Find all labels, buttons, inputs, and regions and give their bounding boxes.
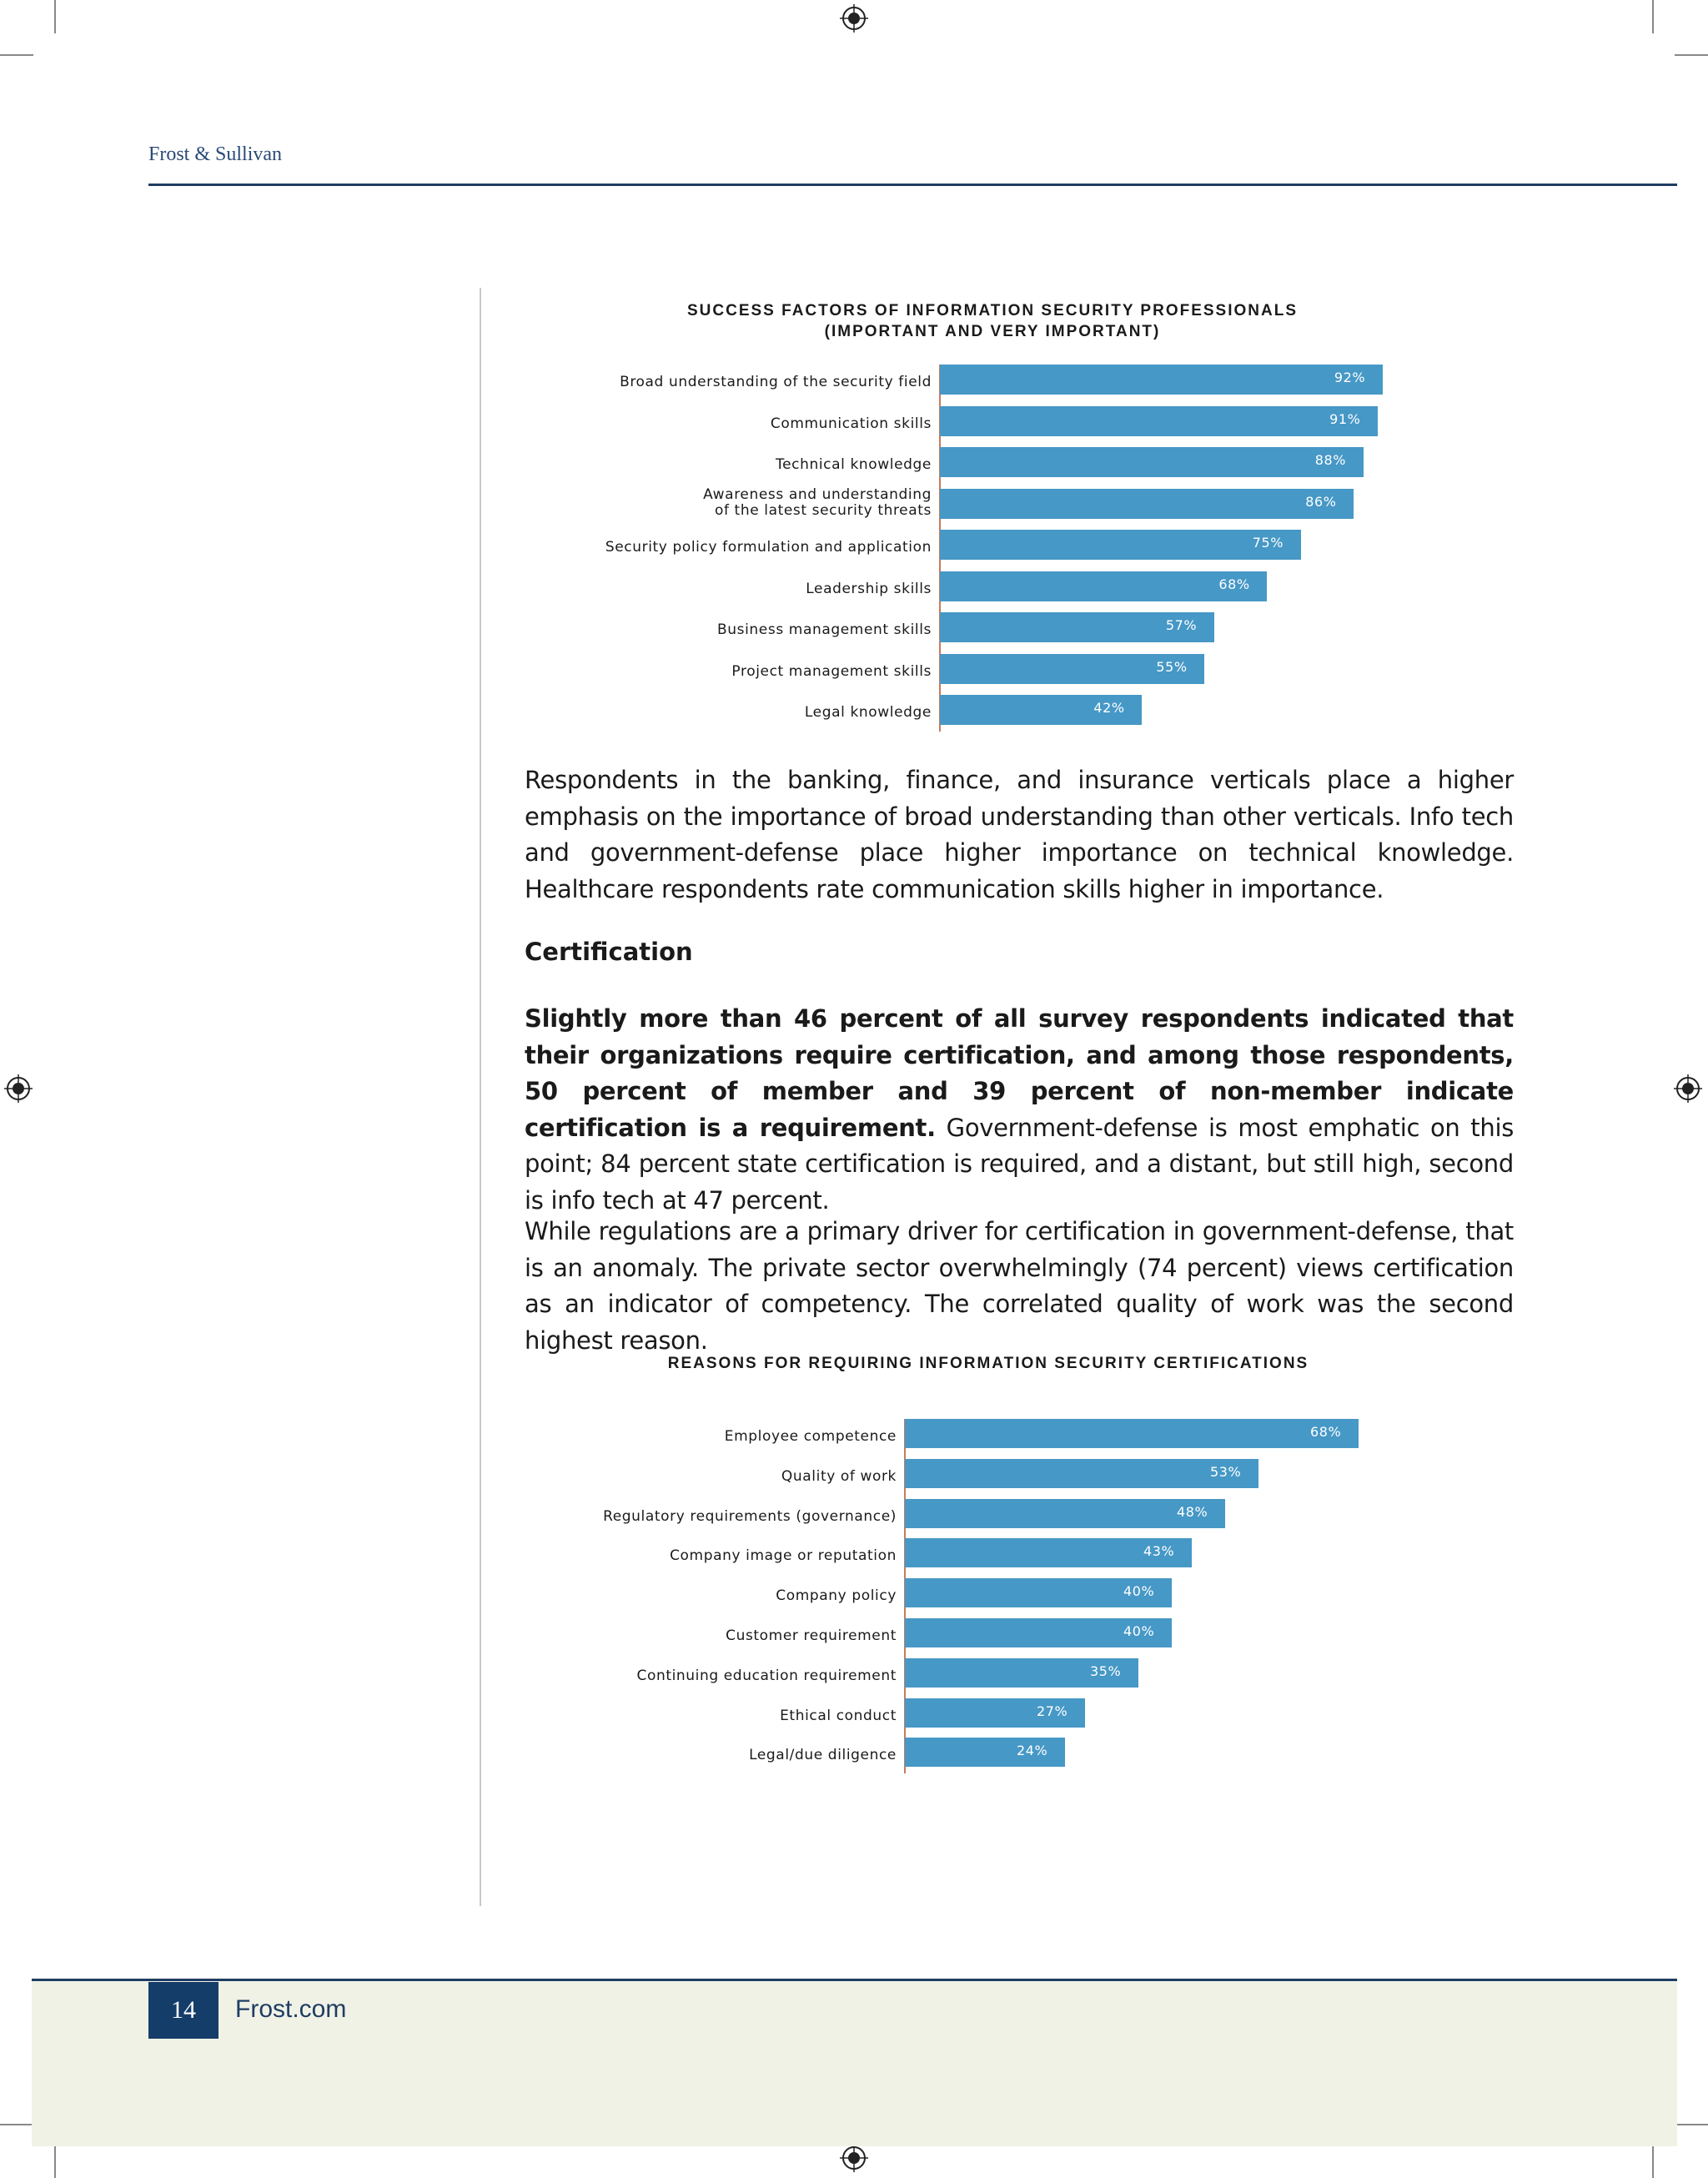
chart-title-line: SUCCESS FACTORS OF INFORMATION SECURITY PROFESSIONALS (687, 302, 1298, 319)
page-number: 14 (148, 1982, 219, 2039)
category-label: Project management skills (731, 662, 932, 680)
emphasis-text: Slightly more than 46 percent of all survey respondents indicated that their organizations require certification, and among those respondents, 50 percent of member and 39 percent of non-member indicate certification is a requirement. (525, 1004, 1514, 1142)
section-heading: Certification (525, 938, 693, 966)
column-divider (480, 288, 481, 1906)
registration-mark-icon (4, 1074, 33, 1103)
bar (940, 406, 1378, 436)
data-label: 42% (1093, 700, 1125, 716)
data-label: 48% (1177, 1503, 1208, 1520)
data-label: 88% (1314, 452, 1347, 468)
footer-site-link[interactable]: Frost.com (235, 1995, 347, 2023)
body-paragraph: Respondents in the banking, finance, and insurance verticals place a higher emphasis on the importance of broad understanding than other verticals. Info tech and government-defense place higher importance on technical knowledge. Healthcare respondents rate communication skills higher in importance. (525, 766, 1514, 903)
category-label: Security policy formulation and application (605, 539, 932, 556)
bar (905, 1419, 1359, 1448)
bar (940, 530, 1301, 560)
paragraph-text: Government-defense is most emphatic on this point; 84 percent state certification is required, and a distant, but still high, second is info tech at 47 percent. (525, 1113, 1515, 1215)
data-label: 35% (1090, 1662, 1122, 1679)
category-label-line: of the latest security threats (714, 501, 932, 519)
chart-title (571, 1353, 1405, 1374)
data-label: 68% (1218, 576, 1250, 592)
category-label: Company policy (776, 1587, 897, 1605)
data-label: 53% (1210, 1463, 1242, 1480)
crop-mark (1675, 2124, 1708, 2125)
data-label: 92% (1334, 370, 1366, 385)
chart-subtitle: (IMPORTANT AND VERY IMPORTANT) (824, 323, 1161, 340)
data-label: 24% (1017, 1743, 1048, 1759)
chart-title-line: REASONS FOR REQUIRING INFORMATION SECURITY CERTIFICATIONS (667, 1355, 1309, 1372)
crop-mark (1652, 2145, 1654, 2178)
category-label: Technical knowledge (775, 456, 932, 473)
data-label: 86% (1305, 493, 1337, 510)
category-label: Broad understanding of the security field (620, 374, 932, 390)
category-label: Regulatory requirements (governance) (603, 1507, 897, 1525)
registration-mark-icon (1674, 1074, 1702, 1103)
crop-mark (0, 54, 33, 56)
bar (940, 365, 1383, 395)
category-label: Employee competence (724, 1428, 897, 1445)
category-label: Customer requirement (726, 1627, 897, 1644)
category-label: Communication skills (770, 415, 932, 432)
category-label-line: Awareness and understanding (703, 485, 932, 503)
category-label (703, 487, 932, 519)
data-label: 40% (1123, 1623, 1155, 1639)
category-label: Leadership skills (806, 580, 932, 597)
chart-title (575, 300, 1409, 342)
data-label: 91% (1329, 410, 1361, 427)
category-label: Legal knowledge (804, 704, 932, 721)
category-label: Company image or reputation (670, 1547, 897, 1565)
category-label: Legal/due diligence (749, 1747, 897, 1764)
body-paragraph: While regulations are a primary driver for certification in government-defense, that is an anomaly. The private sector overwhelmingly (74 percent) views certification as an indicator of competency. The correlated quality of work was the second highest reason. (525, 1217, 1514, 1355)
registration-mark-icon (840, 4, 868, 33)
header-rule (148, 184, 1677, 186)
crop-mark (54, 0, 56, 33)
registration-mark-icon (840, 2144, 868, 2172)
bar (905, 1459, 1258, 1488)
data-label: 68% (1310, 1424, 1342, 1440)
data-label: 57% (1165, 617, 1198, 633)
bar (940, 489, 1354, 519)
data-label: 55% (1156, 658, 1188, 675)
footer-rule (32, 1979, 1677, 1981)
data-label: 40% (1123, 1583, 1155, 1600)
running-header: Frost & Sullivan (148, 143, 283, 165)
category-label: Continuing education requirement (636, 1667, 897, 1684)
data-label: 43% (1143, 1543, 1175, 1560)
category-label: Business management skills (717, 621, 932, 638)
body-paragraph (525, 1001, 1514, 1219)
bar (940, 447, 1364, 477)
crop-mark (54, 2145, 56, 2178)
category-label: Ethical conduct (780, 1707, 897, 1724)
crop-mark (1675, 54, 1708, 56)
crop-mark (0, 2124, 33, 2125)
data-label: 27% (1037, 1703, 1068, 1719)
crop-mark (1652, 0, 1654, 33)
data-label: 75% (1252, 535, 1284, 551)
category-label: Quality of work (781, 1467, 897, 1485)
